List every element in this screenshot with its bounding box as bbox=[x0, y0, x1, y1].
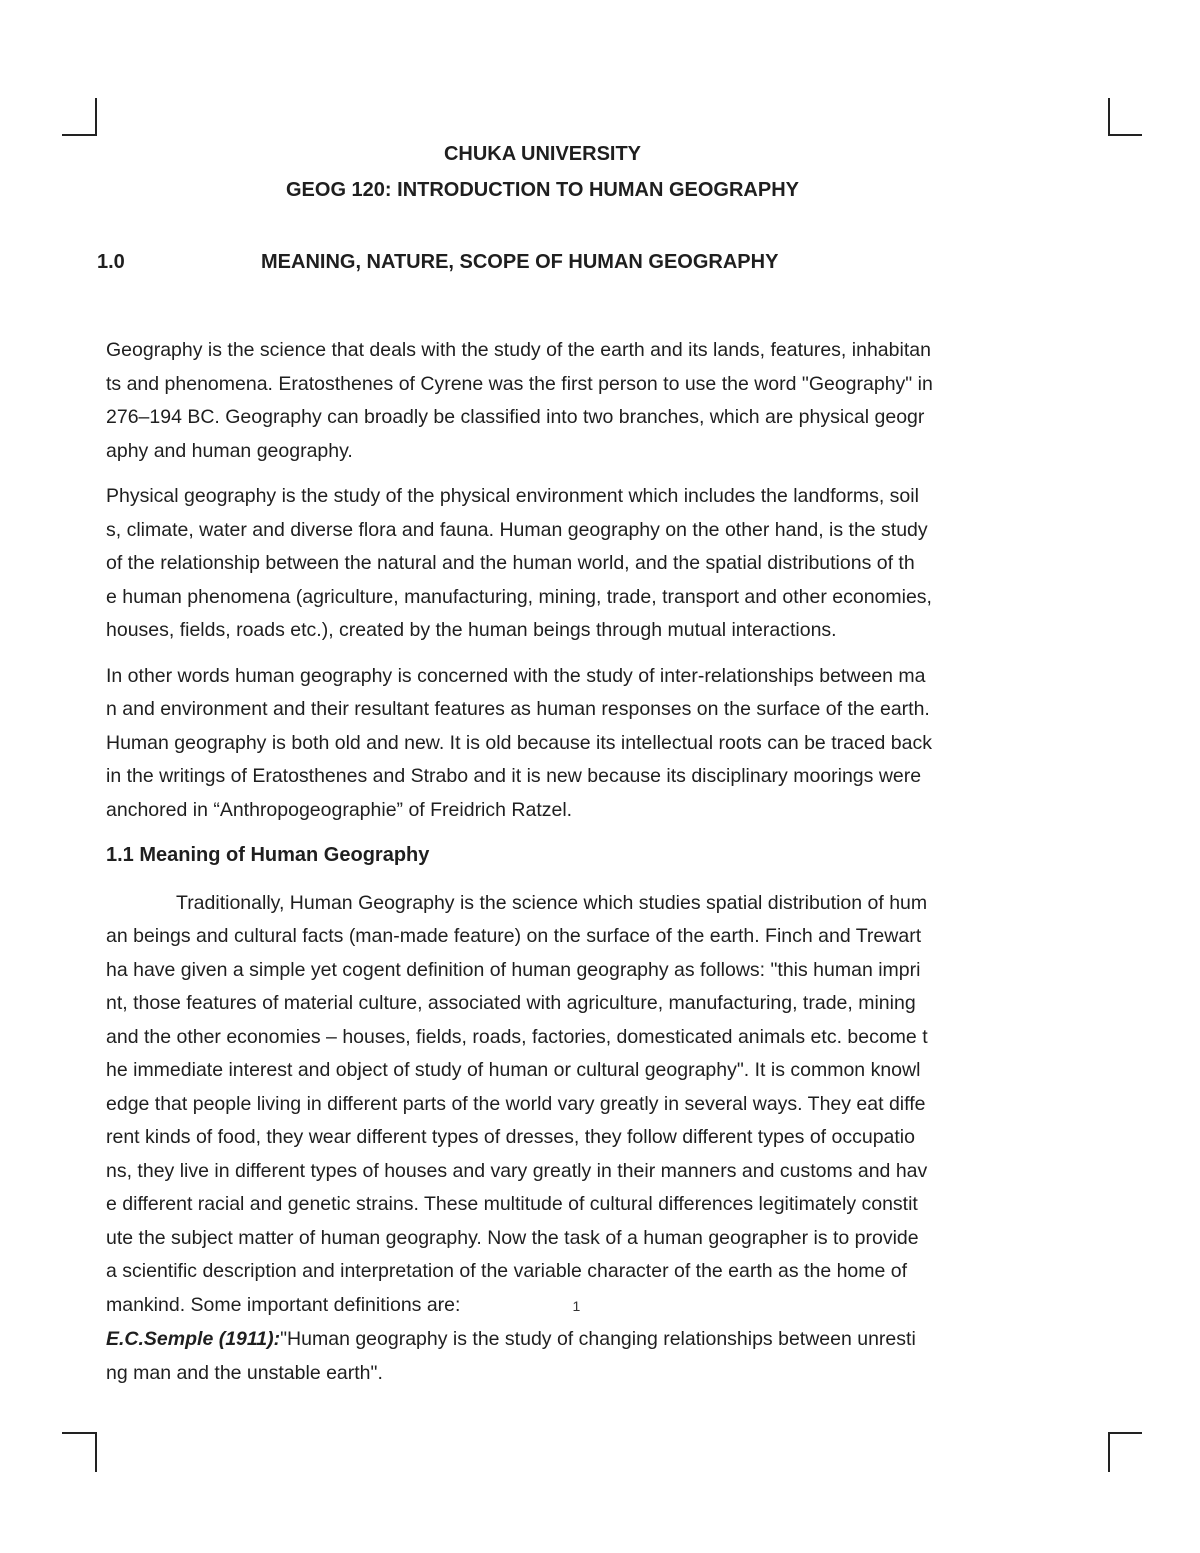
definition-text: "Human geography is the study of changing relationships between unresti ng man and the unstable earth". bbox=[106, 1328, 916, 1384]
paragraph-geography-definition: Geography is the science that deals with the study of the earth and its lands, features, inhabitan ts and phenomena. Eratosthenes of Cyrene was the first person to use the word "Geography" in 276–194 BC. Geography can broadly be classified into two branches, which are physical geogr aphy and human geography. bbox=[106, 339, 933, 462]
crop-mark-top-left-horizontal bbox=[62, 134, 97, 136]
crop-mark-bottom-right-vertical bbox=[1108, 1432, 1110, 1472]
paragraph-physical-geography: Physical geography is the study of the physical environment which includes the landforms, soil s, climate, water and diverse flora and fauna. Human geography on the other hand, is the study of the relationship between the natural and the human world, and the spatial distributions of th e human phenomena (agriculture, manufacturing, mining, trade, transport and other economies, houses, fields, roads etc.), created by the human beings through mutual interactions. bbox=[106, 485, 932, 641]
crop-mark-top-right-vertical bbox=[1108, 98, 1110, 136]
crop-mark-top-right-horizontal bbox=[1108, 134, 1142, 136]
university-title: CHUKA UNIVERSITY bbox=[443, 143, 642, 165]
course-title: GEOG 120: INTRODUCTION TO HUMAN GEOGRAPHY bbox=[285, 179, 799, 201]
semple-definition bbox=[106, 1323, 1096, 1390]
document-body bbox=[106, 334, 1096, 1390]
subsection-paragraph bbox=[106, 887, 1096, 1324]
crop-mark-bottom-right-horizontal bbox=[1108, 1432, 1142, 1434]
subsection-text: Traditionally, Human Geography is the science which studies spatial distribution of hum an beings and cultural facts (man-made feature) on the surface of the earth. Finch and Trewart ha have given a simple yet cogent definition of human geography as follows: "this human impri nt, those features of material culture, associated with agriculture, manufacturing, trade, mining and the other economies – houses, fields, roads, factories, domesticated animals etc. become t he immediate interest and object of study of human or cultural geography". It is common knowl edge that people living in different parts of the world vary greatly in several ways. They eat diffe rent kinds of food, they wear different types of dresses, they follow different types of occupatio ns, they live in different types of houses and vary greatly in their manners and customs and hav e different racial and genetic strains. These multitude of cultural differences legitimately constit ute the subject matter of human geography. Now the task of a human geographer is to provide a scientific description and interpretation of the variable character of the earth as the home of mankind. Some important definitions are: bbox=[106, 891, 928, 1316]
paragraph-human-geography: In other words human geography is concerned with the study of inter-relationships between ma n and environment and their resultant features as human responses on the surface of the earth. Human geography is both old and new. It is old because its intellectual roots can be traced back in the writings of Eratosthenes and Strabo and it is new because its disciplinary moorings were anchored in “Anthropogeographie” of Freidrich Ratzel. bbox=[106, 664, 932, 821]
definition-author: E.C.Semple (1911): bbox=[106, 1328, 281, 1350]
subsection-heading: 1.1 Meaning of Human Geography bbox=[106, 844, 430, 866]
section-title: MEANING, NATURE, SCOPE OF HUMAN GEOGRAPHY bbox=[261, 251, 779, 273]
page-number: 1 bbox=[572, 1297, 581, 1314]
crop-mark-bottom-left-vertical bbox=[95, 1432, 97, 1472]
section-number: 1.0 bbox=[97, 251, 125, 273]
crop-mark-top-left-vertical bbox=[95, 98, 97, 136]
crop-mark-bottom-left-horizontal bbox=[62, 1432, 97, 1434]
